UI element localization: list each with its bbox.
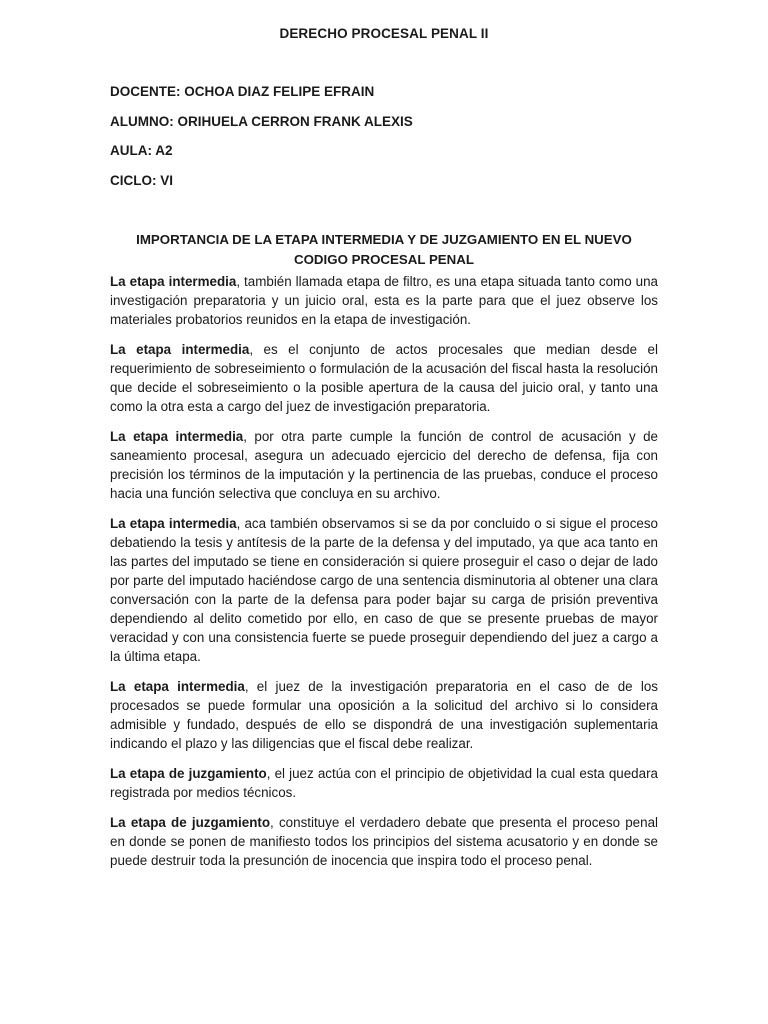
section-title: IMPORTANCIA DE LA ETAPA INTERMEDIA Y DE JUZGAMIENTO EN EL NUEVO CODIGO PROCESAL PENAL <box>136 232 632 267</box>
document-body <box>110 272 658 881</box>
meta-cycle: CICLO: VI <box>110 172 173 188</box>
paragraph <box>110 272 658 329</box>
paragraph-text: , también llamada etapa de filtro, es una etapa situada tanto como una investigación preparatoria y un juicio oral, esta es la parte para que el juez observe los materiales probatorios reunidos en la etapa de investigación. <box>110 274 658 327</box>
paragraph-lead: La etapa intermedia <box>110 342 250 357</box>
paragraph-lead: La etapa de juzgamiento <box>110 815 271 830</box>
paragraph-lead: La etapa intermedia <box>110 429 244 444</box>
meta-teacher: DOCENTE: OCHOA DIAZ FELIPE EFRAIN <box>110 84 375 99</box>
paragraph-text: , el juez actúa con el principio de objetividad la cual esta quedara registrada por medios técnicos. <box>110 766 658 800</box>
paragraph <box>110 813 658 870</box>
paragraph-text: , constituye el verdadero debate que presenta el proceso penal en donde se ponen de manifiesto todos los principios del sistema acusatorio y en donde se puede destruir toda la presunción de inocencia que inspira todo el proceso penal. <box>110 815 659 868</box>
paragraph <box>110 427 658 503</box>
meta-classroom: AULA: A2 <box>110 143 173 158</box>
paragraph <box>110 340 658 416</box>
paragraph-lead: La etapa intermedia <box>110 274 237 289</box>
paragraph-text: , aca también observamos si se da por concluido o si sigue el proceso debatiendo la tesis y antítesis de la parte de la defensa y del imputado, ya que aca tanto en las partes del imputado se tiene en consideración si quiere proseguir el caso o dejar de lado por parte del imputado haciéndose cargo de una sentencia disminutoria al obtener una clara conversación con la parte de la defensa para poder bajar su carga de prisión preventiva dependiendo al delito cometido por ello, en caso de que se presente pruebas de mayor veracidad y con una consistencia fuerte se puede proseguir dependiendo del juez a cargo a la última etapa. <box>110 516 658 664</box>
paragraph-text: , es el conjunto de actos procesales que median desde el requerimiento de sobreseimiento o formulación de la acusación del fiscal hasta la resolución que decide el sobreseimiento o la posible apertura de la causa del juicio oral, y tanto una como la otra esta a cargo del juez de investigación preparatoria. <box>110 342 658 414</box>
paragraph-text: , el juez de la investigación preparatoria en el caso de de los procesados se puede formular una oposición a la solicitud del archivo si lo considera admisible y fundado, después de ello se dispondrá de una investigación suplementaria indicando el plazo y las diligencias que el fiscal debe realizar. <box>110 679 658 751</box>
paragraph <box>110 677 658 753</box>
meta-student: ALUMNO: ORIHUELA CERRON FRANK ALEXIS <box>110 113 413 129</box>
paragraph-lead: La etapa de juzgamiento <box>110 766 267 781</box>
paragraph-lead: La etapa intermedia <box>110 516 237 531</box>
paragraph-text: , por otra parte cumple la función de control de acusación y de saneamiento procesal, asegura un adecuado ejercicio del derecho de defensa, fija con precisión los términos de la imputación y la pertinencia de las pruebas, conduce el proceso hacia una función selectiva que concluya en su archivo. <box>110 429 658 501</box>
paragraph <box>110 764 658 802</box>
document-title: DERECHO PROCESAL PENAL II <box>279 26 489 41</box>
paragraph-lead: La etapa intermedia <box>110 679 245 694</box>
paragraph <box>110 514 658 666</box>
document-meta <box>110 84 670 202</box>
